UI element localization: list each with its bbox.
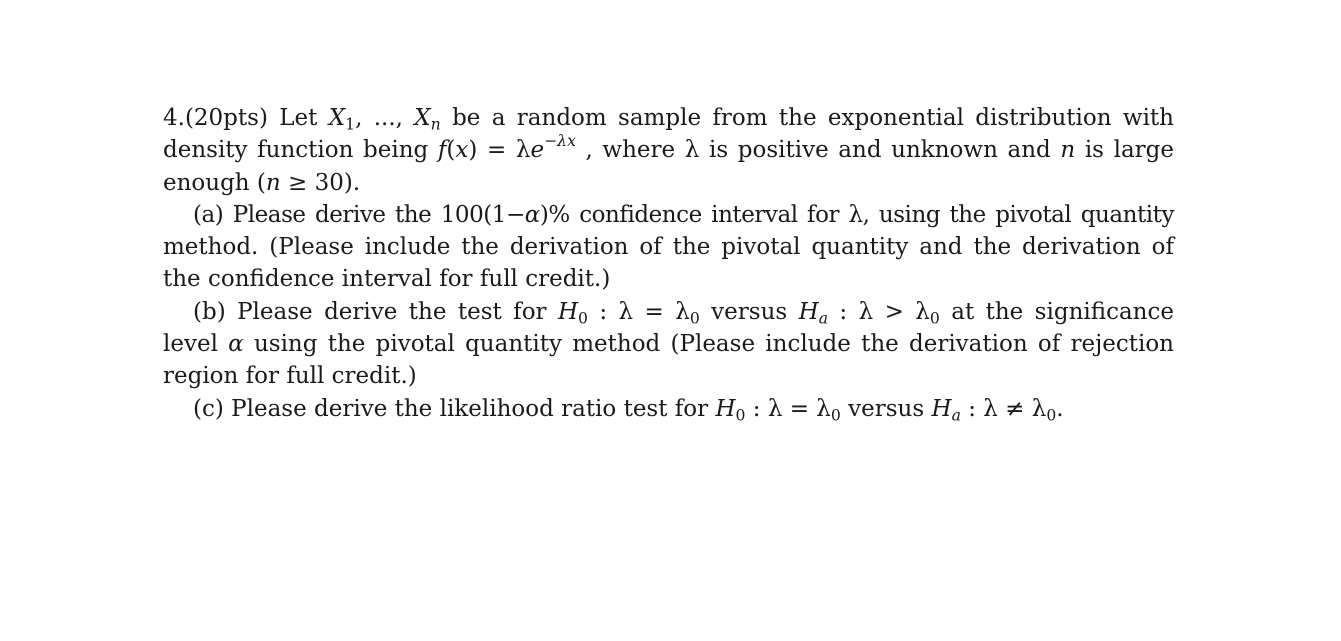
text: using the pivotal quantity method (Please include the derivation of rejection bbox=[243, 331, 1174, 358]
subscript: a bbox=[951, 405, 961, 425]
part-a-line-2 bbox=[163, 231, 1174, 263]
text: the confidence interval for full credit.) bbox=[163, 266, 611, 293]
text: level bbox=[163, 331, 229, 358]
subscript: 0 bbox=[830, 405, 841, 425]
text: : λ ≠ λ bbox=[960, 395, 1047, 422]
subscript: 0 bbox=[1046, 405, 1057, 425]
text: 4.(20pts) Let bbox=[163, 105, 329, 131]
subscript: n bbox=[430, 114, 441, 134]
math-var: H bbox=[798, 298, 819, 325]
subscript: a bbox=[818, 308, 829, 328]
math-var: H bbox=[715, 395, 736, 422]
part-b-line-1 bbox=[163, 296, 1174, 328]
problem-intro-line-1 bbox=[163, 102, 1174, 134]
text: at the significance bbox=[939, 298, 1174, 325]
text: : λ = λ bbox=[745, 395, 831, 422]
problem-intro-line-3 bbox=[163, 167, 1174, 199]
subscript: 0 bbox=[929, 308, 940, 328]
text: ) = λ bbox=[468, 137, 531, 164]
math-var: H bbox=[557, 298, 579, 325]
math-var: f bbox=[437, 137, 447, 164]
problem-intro-line-2 bbox=[163, 131, 1174, 166]
text: (b) Please derive the test for bbox=[193, 298, 558, 325]
text: region for full credit.) bbox=[163, 363, 417, 390]
math-var: n bbox=[265, 169, 281, 196]
superscript: −λx bbox=[544, 131, 576, 151]
part-b-line-2 bbox=[163, 328, 1174, 360]
text: enough ( bbox=[163, 169, 266, 196]
text: ( bbox=[446, 137, 456, 164]
text: is large bbox=[1075, 137, 1174, 164]
text: ≥ 30). bbox=[280, 169, 361, 196]
text: )% confidence interval for λ, using the pivotal quantity bbox=[539, 201, 1174, 228]
text: (a) Please derive the 100(1− bbox=[193, 201, 525, 228]
math-var: e bbox=[530, 137, 545, 164]
text: versus bbox=[699, 298, 799, 325]
math-var: X bbox=[328, 105, 346, 131]
problem-text bbox=[163, 102, 1174, 425]
subscript: 0 bbox=[689, 308, 700, 328]
math-var: α bbox=[524, 201, 540, 228]
text: (c) Please derive the likelihood ratio test for bbox=[193, 395, 716, 422]
text: : λ > λ bbox=[828, 298, 930, 325]
subscript: 1 bbox=[345, 114, 356, 134]
math-var: α bbox=[228, 331, 244, 358]
subscript: 0 bbox=[735, 405, 746, 425]
text: : λ = λ bbox=[587, 298, 690, 325]
math-var: n bbox=[1060, 137, 1076, 164]
text: method. (Please include the derivation of the pivotal quantity and the derivation of bbox=[163, 234, 1174, 261]
text: versus bbox=[840, 395, 932, 422]
part-b-line-3 bbox=[163, 360, 1174, 392]
math-var: x bbox=[455, 137, 469, 164]
part-a-line-1 bbox=[163, 199, 1174, 231]
subscript: 0 bbox=[578, 308, 588, 328]
text: , ..., bbox=[355, 105, 415, 131]
part-a-line-3 bbox=[163, 263, 1174, 295]
part-c-line-1 bbox=[163, 393, 1174, 425]
math-var: H bbox=[931, 395, 952, 422]
text: . bbox=[1056, 395, 1064, 422]
text: be a random sample from the exponential distribution with bbox=[440, 105, 1174, 131]
text: density function being bbox=[163, 137, 438, 164]
math-var: X bbox=[414, 105, 431, 131]
text: , where λ is positive and unknown and bbox=[575, 137, 1061, 164]
